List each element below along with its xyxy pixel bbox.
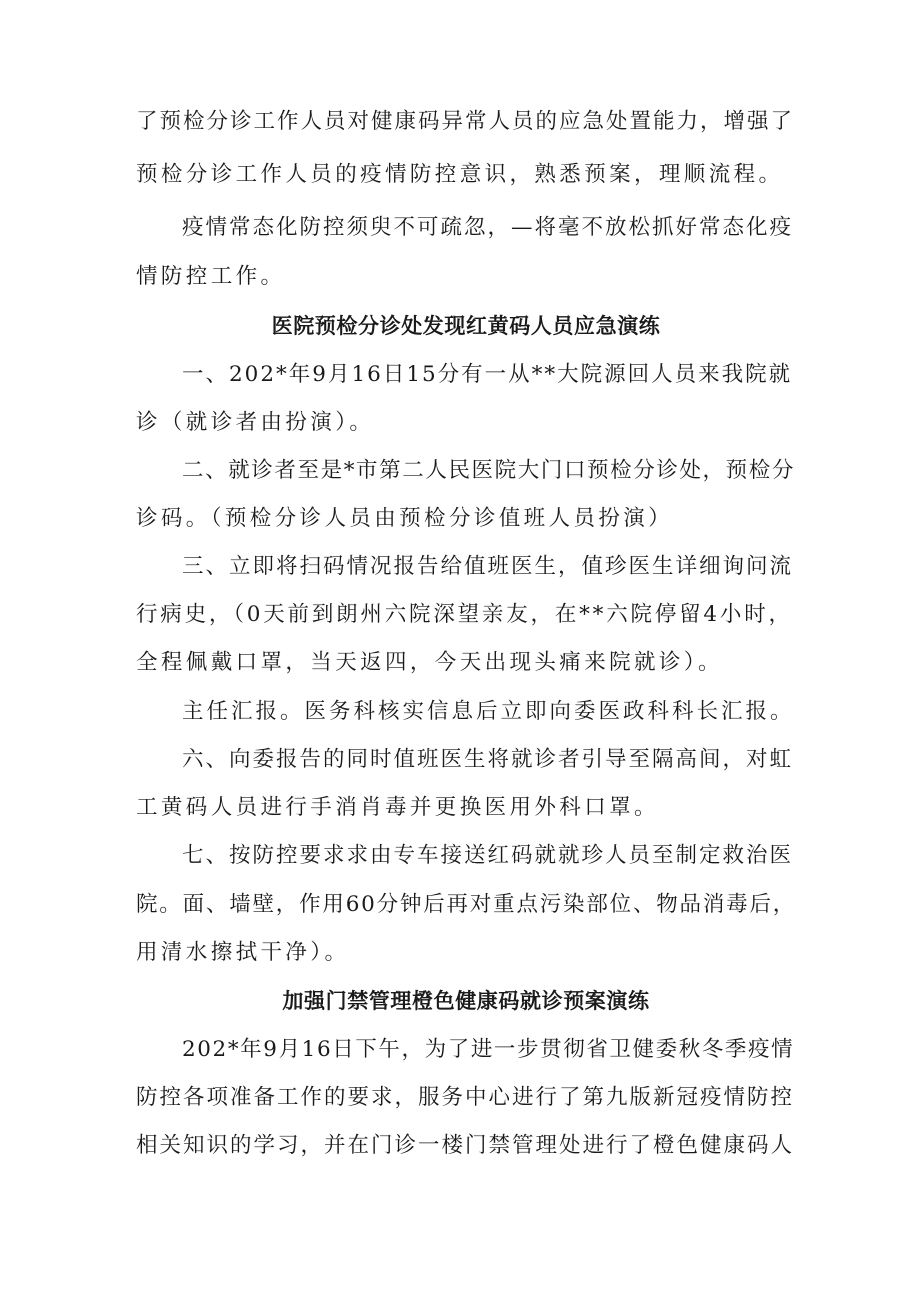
paragraph-line: 202*年9月16日下午，为了进一步贯彻省卫健委秋冬季疫情: [182, 1037, 795, 1062]
paragraph-line: 诊（就诊者由扮演）。: [136, 410, 375, 435]
paragraph-line: 行病史，（0天前到朗州六院深望亲友，在**六院停留4小时，: [136, 602, 793, 627]
paragraph-line: 情防控工作。: [136, 264, 286, 289]
section-heading: 医院预检分诊处发现红黄码人员应急演练: [271, 314, 661, 338]
paragraph-line: 六、向委报告的同时值班医生将就诊者引导至隔高间，对虹: [182, 747, 794, 772]
paragraph-line: 用清水擦拭干净）。: [136, 940, 350, 965]
paragraph-line: 疫情常态化防控须臾不可疏忽，—将毫不放松抓好常态化疫: [182, 215, 794, 240]
paragraph-line: 相关知识的学习，并在门诊一楼门禁管理处进行了橙色健康码人: [136, 1133, 795, 1158]
paragraph-line: 诊码。（预检分诊人员由预检分诊值班人员扮演）: [136, 506, 674, 531]
paragraph-line: 全程佩戴口罩，当天返四，今天出现头痛来院就诊）。: [136, 650, 723, 675]
section-heading: 加强门禁管理橙色健康码就诊预案演练: [282, 989, 650, 1013]
paragraph-line: 三、立即将扫码情况报告给值班医生，值珍医生详细询问流: [182, 554, 794, 579]
paragraph-line: 二、就诊者至是*市第二人民医院大门口预检分诊处，预检分: [182, 458, 795, 483]
paragraph-line: 七、按防控要求求由专车接送红码就就珍人员至制定救治医: [182, 843, 794, 868]
paragraph-line: 预检分诊工作人员的疫情防控意识，熟悉预案，理顺流程。: [136, 162, 784, 187]
paragraph-line: 了预检分诊工作人员对健康码异常人员的应急处置能力，增强了: [136, 109, 795, 134]
paragraph-line: 防控各项准备工作的要求，服务中心进行了第九版新冠疫情防控: [136, 1085, 795, 1110]
paragraph-line: 院。面、墙壁，作用60分钟后再对重点污染部位、物品消毒后，: [136, 892, 797, 917]
paragraph-line: 一、202*年9月16日15分有一从**大院源回人员来我院就: [182, 362, 793, 387]
paragraph-line: 主任汇报。医务科核实信息后立即向委医政科科长汇报。: [182, 699, 795, 724]
paragraph-line: 工黄码人员进行手消肖毒并更换医用外科口罩。: [136, 795, 659, 820]
